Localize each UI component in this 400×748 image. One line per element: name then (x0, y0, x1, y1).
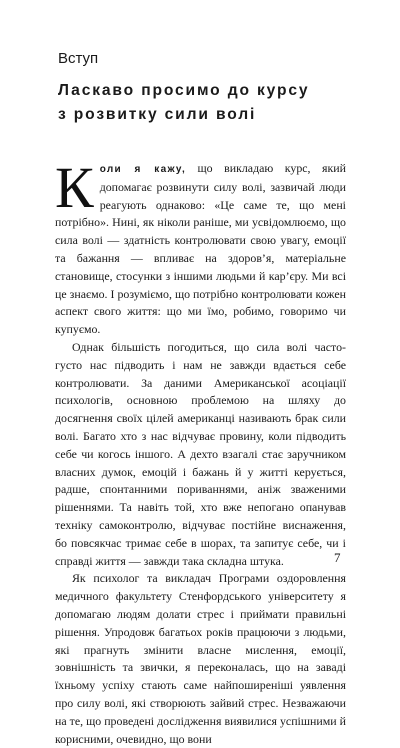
paragraph-2: Однак більшість погодиться, що сила волі часто-густо нас підводить і нам не завжди вдається себе контролювати. За даними Американської асоціації психологів, основною проблемою на шляху до досягнення своїх цілей американці називають брак сили волі. Багато хто з нас відчуває провину, коли підводить себе чи когось іншого. А дехто взагалі стає заручником власних думок, емоцій і бажань й у житті керується, радше, спонтанними пориваннями, аніж зваженими рішеннями. Та навіть той, хто вже непогано опанував техніку самоконтролю, відчуває постійне виснаження, бо повсякчас тримає себе в шорах, та запитує себе, чи і справді життя — завжди така складна штука. (55, 339, 346, 568)
page-number: 7 (334, 550, 341, 565)
chapter-title (58, 79, 348, 127)
chapter-title-line-1: Ласкаво просимо до курсу (58, 82, 310, 99)
drop-cap: К (55, 155, 94, 220)
body-text (55, 155, 346, 748)
lead-in: оли я кажу, (99, 164, 187, 175)
paragraph-1-text: що викладаю курс, який допомагає розвинути силу волі, зазвичай люди реагують однаково: «Це саме те, що мені потрібно». Нині, як ніколи раніше, ми усвідомлюємо, що сила волі — здатність контролювати свою увагу, емоції та бажання — впливає на здоров’я, матеріальне становище, стосунки з іншими людьми й кар’єру. Ми всі це знаємо. І розуміємо, що потрібно контролювати кожен аспект свого життя: що ми їмо, робимо, говоримо чи купуємо. (55, 161, 346, 337)
chapter-title-line-2: з розвитку сили волі (58, 106, 257, 123)
paragraph-3: Як психолог та викладач Програми оздоровлення медичного факультету Стенфордського університету я допомагаю людям долати стрес і приймати правильні рішення. Упродовж багатьох років працюючи з людьми, які прагнуть змінити власне мислення, емоції, зовнішність та звички, я переконалась, що на заваді їхньому успіху стають саме найпоширеніші уявлення про силу волі, які створюють зайвий стрес. Незважаючи на те, що проведені дослідження виявилися успішними й корисними, очевидно, що вони (55, 571, 346, 746)
section-label: Вступ (58, 50, 99, 67)
paragraph-1 (55, 155, 346, 339)
